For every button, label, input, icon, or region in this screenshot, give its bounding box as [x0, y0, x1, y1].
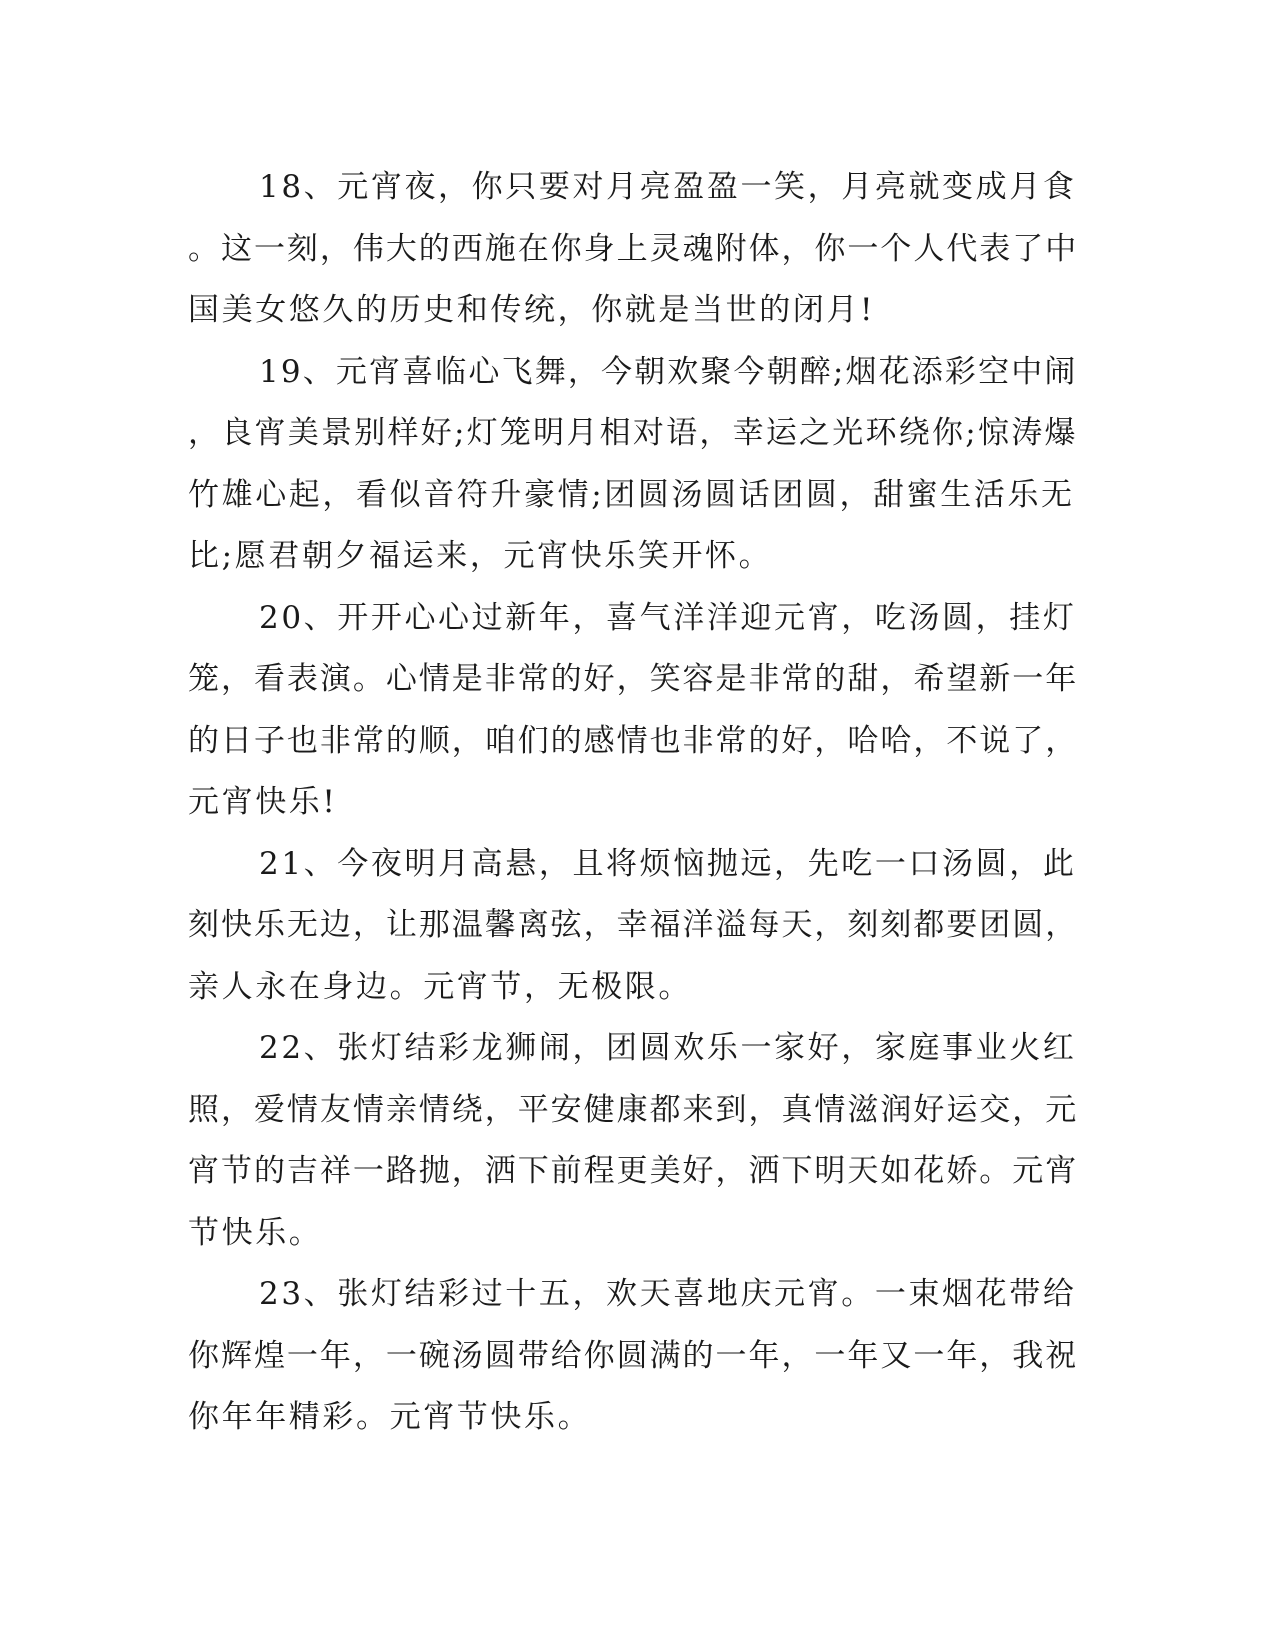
text-line: 元宵快乐!: [188, 784, 338, 820]
text-line: 节快乐。: [188, 1214, 323, 1251]
text-line: 20、开开心心过新年，喜气洋洋迎元宵，吃汤圆，挂灯: [259, 599, 1077, 636]
text-line: 笼，看表演。心情是非常的好，笑容是非常的甜，希望新一年: [188, 661, 1079, 697]
text-line: 国美女悠久的历史和传统，你就是当世的闭月!: [188, 292, 876, 328]
text-line: ，良宵美景别样好;灯笼明月相对语，幸运之光环绕你;惊涛爆: [188, 415, 1078, 451]
text-line: 。这一刻，伟大的西施在你身上灵魂附体，你一个人代表了中: [188, 230, 1079, 267]
text-line: 亲人永在身边。元宵节，无极限。: [188, 968, 692, 1005]
text-line: 竹雄心起，看似音符升豪情;团圆汤圆话团圆，甜蜜生活乐无: [188, 476, 1075, 513]
text-line: 刻快乐无边，让那温馨离弦，幸福洋溢每天，刻刻都要团圆，: [188, 907, 1079, 943]
text-line: 22、张灯结彩龙狮闹，团圆欢乐一家好，家庭事业火红: [259, 1030, 1077, 1066]
text-line: 照，爱情友情亲情绕，平安健康都来到，真情滋润好运交，元: [188, 1091, 1079, 1128]
text-line: 你辉煌一年，一碗汤圆带给你圆满的一年，一年又一年，我祝: [188, 1337, 1079, 1374]
text-line: 比;愿君朝夕福运来，元宵快乐笑开怀。: [188, 538, 773, 574]
document-body: [188, 157, 1078, 1449]
text-line: 的日子也非常的顺，咱们的感情也非常的好，哈哈，不说了，: [188, 722, 1079, 759]
text-line: 19、元宵喜临心飞舞，今朝欢聚今朝醉;烟花添彩空中闹: [259, 353, 1078, 390]
text-line: 18、元宵夜，你只要对月亮盈盈一笑，月亮就变成月食: [259, 169, 1077, 205]
text-line: 21、今夜明月高悬，且将烦恼抛远，先吃一口汤圆，此: [259, 845, 1077, 882]
text-line: 宵节的吉祥一路抛，洒下前程更美好，洒下明天如花娇。元宵: [188, 1153, 1079, 1189]
text-line: 你年年精彩。元宵节快乐。: [188, 1399, 592, 1435]
text-line: 23、张灯结彩过十五，欢天喜地庆元宵。一束烟花带给: [259, 1276, 1077, 1312]
